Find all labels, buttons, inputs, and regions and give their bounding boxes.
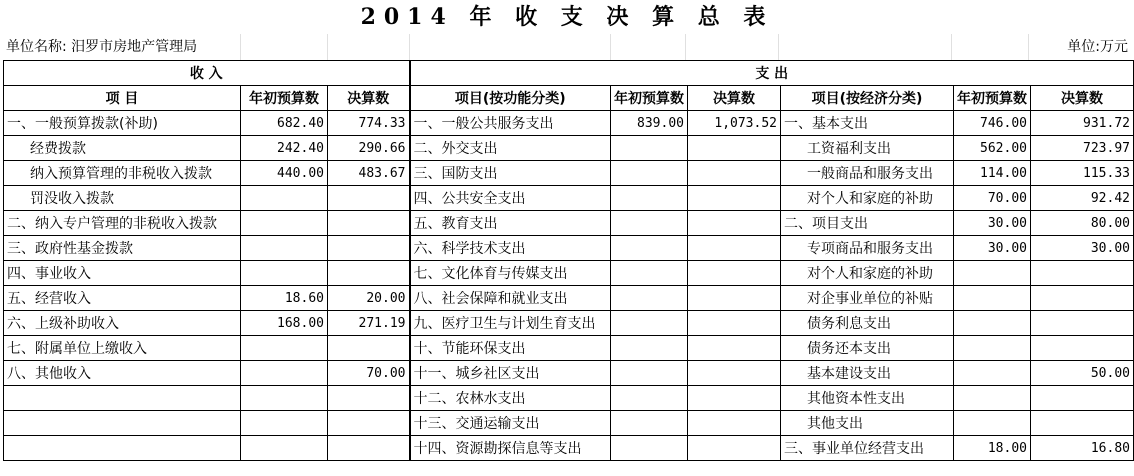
econ-budget-cell xyxy=(954,336,1031,361)
econ-final-cell: 50.00 xyxy=(1031,361,1134,386)
func-final-cell xyxy=(688,211,781,236)
func-item-cell: 十二、农林水支出 xyxy=(410,386,611,411)
income-budget-cell xyxy=(241,411,328,436)
income-final-cell xyxy=(328,186,410,211)
col-econ-final: 决算数 xyxy=(1031,86,1134,111)
econ-budget-cell xyxy=(954,361,1031,386)
income-budget-cell xyxy=(241,386,328,411)
func-final-cell xyxy=(688,136,781,161)
econ-item-cell: 一般商品和服务支出 xyxy=(781,161,954,186)
col-func-budget: 年初预算数 xyxy=(611,86,688,111)
income-item-cell: 纳入预算管理的非税收入拨款 xyxy=(4,161,241,186)
table-row xyxy=(4,111,1134,136)
func-budget-cell xyxy=(611,136,688,161)
col-income-budget: 年初预算数 xyxy=(241,86,328,111)
unit-label: 单位:万元 xyxy=(1067,39,1128,55)
income-budget-cell xyxy=(241,186,328,211)
func-item-cell: 八、社会保障和就业支出 xyxy=(410,286,611,311)
income-final-cell xyxy=(328,211,410,236)
func-item-cell: 十四、资源勘探信息等支出 xyxy=(410,436,611,461)
income-final-cell: 774.33 xyxy=(328,111,410,136)
col-income-item: 项 目 xyxy=(4,86,241,111)
income-budget-cell: 18.60 xyxy=(241,286,328,311)
econ-final-cell: 92.42 xyxy=(1031,186,1134,211)
econ-item-cell: 对个人和家庭的补助 xyxy=(781,261,954,286)
expense-header: 支 出 xyxy=(410,61,1134,86)
func-budget-cell xyxy=(611,261,688,286)
econ-budget-cell xyxy=(954,286,1031,311)
income-item-cell: 三、政府性基金拨款 xyxy=(4,236,241,261)
func-budget-cell: 839.00 xyxy=(611,111,688,136)
econ-final-cell xyxy=(1031,261,1134,286)
income-budget-cell xyxy=(241,361,328,386)
income-final-cell xyxy=(328,236,410,261)
econ-item-cell: 基本建设支出 xyxy=(781,361,954,386)
func-item-cell: 十三、交通运输支出 xyxy=(410,411,611,436)
grid-line xyxy=(610,34,611,60)
econ-budget-cell xyxy=(954,411,1031,436)
econ-budget-cell: 114.00 xyxy=(954,161,1031,186)
income-item-cell xyxy=(4,386,241,411)
table-row xyxy=(4,161,1134,186)
income-item-cell: 罚没收入拨款 xyxy=(4,186,241,211)
table-row xyxy=(4,336,1134,361)
func-budget-cell xyxy=(611,411,688,436)
econ-item-cell: 专项商品和服务支出 xyxy=(781,236,954,261)
func-final-cell xyxy=(688,361,781,386)
func-item-cell: 二、外交支出 xyxy=(410,136,611,161)
grid-line xyxy=(327,34,328,60)
col-func-item: 项目(按功能分类) xyxy=(410,86,611,111)
col-econ-item: 项目(按经济分类) xyxy=(781,86,954,111)
func-final-cell xyxy=(688,411,781,436)
econ-budget-cell xyxy=(954,261,1031,286)
section-header-row xyxy=(4,61,1134,86)
col-func-final: 决算数 xyxy=(688,86,781,111)
grid-line xyxy=(1028,34,1029,60)
econ-budget-cell: 30.00 xyxy=(954,236,1031,261)
income-item-cell: 六、上级补助收入 xyxy=(4,311,241,336)
table-row xyxy=(4,211,1134,236)
func-item-cell: 三、国防支出 xyxy=(410,161,611,186)
income-item-cell: 八、其他收入 xyxy=(4,361,241,386)
func-item-cell: 十一、城乡社区支出 xyxy=(410,361,611,386)
func-final-cell xyxy=(688,261,781,286)
econ-final-cell: 80.00 xyxy=(1031,211,1134,236)
income-budget-cell xyxy=(241,236,328,261)
func-final-cell xyxy=(688,186,781,211)
table-row xyxy=(4,286,1134,311)
income-final-cell: 20.00 xyxy=(328,286,410,311)
econ-item-cell: 对个人和家庭的补助 xyxy=(781,186,954,211)
income-item-cell: 四、事业收入 xyxy=(4,261,241,286)
table-row xyxy=(4,411,1134,436)
col-econ-budget: 年初预算数 xyxy=(954,86,1031,111)
econ-budget-cell: 746.00 xyxy=(954,111,1031,136)
func-item-cell: 九、医疗卫生与计划生育支出 xyxy=(410,311,611,336)
func-item-cell: 五、教育支出 xyxy=(410,211,611,236)
grid-line xyxy=(951,34,952,60)
table-row xyxy=(4,136,1134,161)
econ-item-cell: 一、基本支出 xyxy=(781,111,954,136)
income-item-cell: 五、经营收入 xyxy=(4,286,241,311)
income-budget-cell xyxy=(241,436,328,461)
department-name: 单位名称: 汨罗市房地产管理局 xyxy=(6,39,198,55)
table-row xyxy=(4,261,1134,286)
econ-budget-cell: 562.00 xyxy=(954,136,1031,161)
grid-line xyxy=(778,34,779,60)
econ-budget-cell: 70.00 xyxy=(954,186,1031,211)
table-row xyxy=(4,436,1134,461)
table-row xyxy=(4,186,1134,211)
econ-final-cell xyxy=(1031,311,1134,336)
income-budget-cell: 682.40 xyxy=(241,111,328,136)
func-final-cell xyxy=(688,436,781,461)
func-budget-cell xyxy=(611,211,688,236)
income-budget-cell: 440.00 xyxy=(241,161,328,186)
econ-final-cell: 30.00 xyxy=(1031,236,1134,261)
func-budget-cell xyxy=(611,336,688,361)
income-final-cell xyxy=(328,411,410,436)
grid-line xyxy=(685,34,686,60)
econ-budget-cell xyxy=(954,386,1031,411)
func-budget-cell xyxy=(611,436,688,461)
income-budget-cell: 168.00 xyxy=(241,311,328,336)
income-budget-cell xyxy=(241,261,328,286)
econ-budget-cell: 30.00 xyxy=(954,211,1031,236)
income-item-cell: 一、一般预算拨款(补助) xyxy=(4,111,241,136)
econ-item-cell: 二、项目支出 xyxy=(781,211,954,236)
econ-budget-cell: 18.00 xyxy=(954,436,1031,461)
econ-item-cell: 其他支出 xyxy=(781,411,954,436)
unit-info-row xyxy=(0,34,1134,60)
econ-final-cell xyxy=(1031,411,1134,436)
grid-line xyxy=(240,34,241,60)
func-budget-cell xyxy=(611,161,688,186)
func-budget-cell xyxy=(611,386,688,411)
income-final-cell: 290.66 xyxy=(328,136,410,161)
report-title: 2014 年 收 支 决 算 总 表 xyxy=(360,4,774,30)
func-final-cell xyxy=(688,286,781,311)
func-budget-cell xyxy=(611,311,688,336)
column-header-row xyxy=(4,86,1134,111)
income-final-cell: 70.00 xyxy=(328,361,410,386)
income-final-cell xyxy=(328,336,410,361)
func-final-cell: 1,073.52 xyxy=(688,111,781,136)
func-item-cell: 十、节能环保支出 xyxy=(410,336,611,361)
econ-final-cell: 16.80 xyxy=(1031,436,1134,461)
func-budget-cell xyxy=(611,236,688,261)
income-final-cell: 483.67 xyxy=(328,161,410,186)
econ-final-cell xyxy=(1031,386,1134,411)
table-row xyxy=(4,386,1134,411)
econ-item-cell: 其他资本性支出 xyxy=(781,386,954,411)
econ-item-cell: 债务还本支出 xyxy=(781,336,954,361)
func-item-cell: 七、文化体育与传媒支出 xyxy=(410,261,611,286)
income-final-cell: 271.19 xyxy=(328,311,410,336)
func-final-cell xyxy=(688,386,781,411)
econ-item-cell: 工资福利支出 xyxy=(781,136,954,161)
func-final-cell xyxy=(688,236,781,261)
func-final-cell xyxy=(688,336,781,361)
econ-item-cell: 对企事业单位的补贴 xyxy=(781,286,954,311)
func-final-cell xyxy=(688,161,781,186)
income-final-cell xyxy=(328,436,410,461)
func-budget-cell xyxy=(611,286,688,311)
table-row xyxy=(4,311,1134,336)
income-header: 收 入 xyxy=(4,61,410,86)
income-budget-cell: 242.40 xyxy=(241,136,328,161)
budget-table xyxy=(3,60,1134,461)
func-budget-cell xyxy=(611,361,688,386)
income-budget-cell xyxy=(241,211,328,236)
func-item-cell: 四、公共安全支出 xyxy=(410,186,611,211)
econ-final-cell: 115.33 xyxy=(1031,161,1134,186)
income-final-cell xyxy=(328,261,410,286)
income-item-cell xyxy=(4,436,241,461)
econ-final-cell: 931.72 xyxy=(1031,111,1134,136)
col-income-final: 决算数 xyxy=(328,86,410,111)
econ-item-cell: 债务利息支出 xyxy=(781,311,954,336)
income-budget-cell xyxy=(241,336,328,361)
func-final-cell xyxy=(688,311,781,336)
income-item-cell: 二、纳入专户管理的非税收入拨款 xyxy=(4,211,241,236)
income-final-cell xyxy=(328,386,410,411)
econ-budget-cell xyxy=(954,311,1031,336)
income-item-cell: 经费拨款 xyxy=(4,136,241,161)
func-budget-cell xyxy=(611,186,688,211)
table-row xyxy=(4,236,1134,261)
econ-final-cell xyxy=(1031,336,1134,361)
income-item-cell: 七、附属单位上缴收入 xyxy=(4,336,241,361)
econ-final-cell: 723.97 xyxy=(1031,136,1134,161)
func-item-cell: 一、一般公共服务支出 xyxy=(410,111,611,136)
income-item-cell xyxy=(4,411,241,436)
econ-item-cell: 三、事业单位经营支出 xyxy=(781,436,954,461)
func-item-cell: 六、科学技术支出 xyxy=(410,236,611,261)
table-row xyxy=(4,361,1134,386)
grid-line xyxy=(409,34,410,60)
econ-final-cell xyxy=(1031,286,1134,311)
